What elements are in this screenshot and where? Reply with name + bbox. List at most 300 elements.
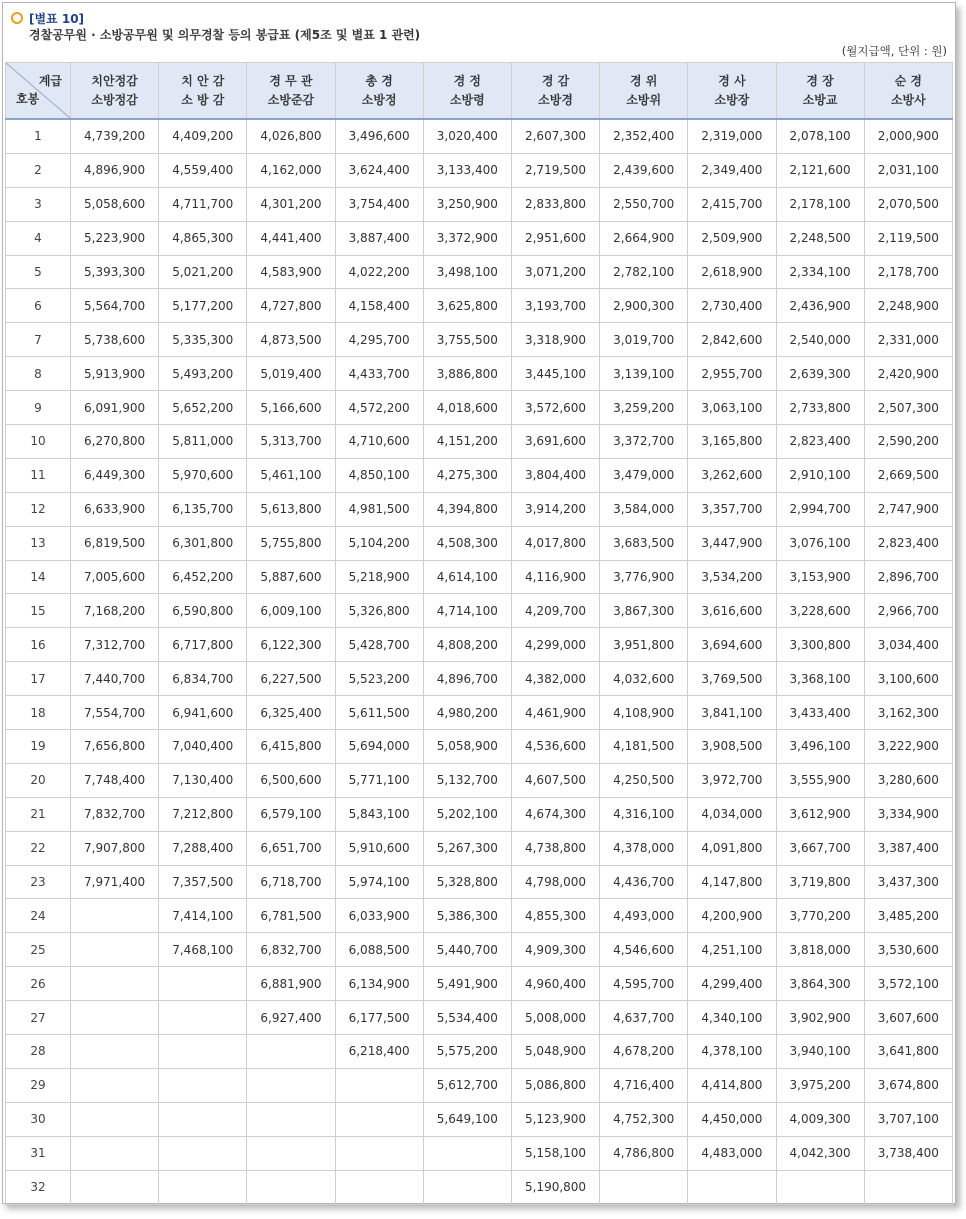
salary-cell: 2,119,500 xyxy=(864,221,952,255)
salary-cell: 4,378,100 xyxy=(688,1035,776,1069)
salary-cell: 4,674,300 xyxy=(511,797,599,831)
salary-cell: 4,595,700 xyxy=(600,967,688,1001)
salary-cell: 6,819,500 xyxy=(71,526,159,560)
salary-cell: 5,326,800 xyxy=(335,594,423,628)
police-rank-label: 경 무 관 xyxy=(269,73,313,88)
salary-cell: 6,927,400 xyxy=(247,1001,335,1035)
salary-cell: 3,250,900 xyxy=(423,187,511,221)
salary-cell: 5,328,800 xyxy=(423,865,511,899)
table-row xyxy=(6,831,953,865)
salary-cell: 5,575,200 xyxy=(423,1035,511,1069)
step-number-cell: 15 xyxy=(6,594,71,628)
salary-cell: 3,228,600 xyxy=(776,594,864,628)
police-rank-label: 경 사 xyxy=(718,73,746,88)
salary-cell: 4,151,200 xyxy=(423,425,511,459)
salary-cell: 5,887,600 xyxy=(247,560,335,594)
salary-cell: 2,900,300 xyxy=(600,289,688,323)
salary-cell: 5,058,900 xyxy=(423,730,511,764)
salary-cell: 2,248,900 xyxy=(864,289,952,323)
salary-cell: 4,896,700 xyxy=(423,662,511,696)
salary-cell: 2,420,900 xyxy=(864,357,952,391)
step-number-cell: 12 xyxy=(6,492,71,526)
salary-cell: 5,267,300 xyxy=(423,831,511,865)
step-number-cell: 9 xyxy=(6,391,71,425)
salary-cell: 4,572,200 xyxy=(335,391,423,425)
salary-cell: 2,833,800 xyxy=(511,187,599,221)
salary-cell: 2,349,400 xyxy=(688,153,776,187)
step-number-cell: 30 xyxy=(6,1102,71,1136)
salary-cell: 3,280,600 xyxy=(864,763,952,797)
salary-cell: 3,071,200 xyxy=(511,255,599,289)
salary-cell: 4,678,200 xyxy=(600,1035,688,1069)
salary-cell xyxy=(71,1170,159,1204)
salary-cell: 3,616,600 xyxy=(688,594,776,628)
table-row xyxy=(6,1102,953,1136)
salary-cell: 5,652,200 xyxy=(159,391,247,425)
salary-cell: 6,033,900 xyxy=(335,899,423,933)
salary-cell: 5,913,900 xyxy=(71,357,159,391)
salary-cell: 3,496,600 xyxy=(335,119,423,153)
rank-header-cell xyxy=(864,63,952,120)
salary-cell: 3,262,600 xyxy=(688,458,776,492)
salary-cell: 3,433,400 xyxy=(776,696,864,730)
salary-cell: 3,555,900 xyxy=(776,763,864,797)
table-row xyxy=(6,526,953,560)
salary-cell: 2,607,300 xyxy=(511,119,599,153)
salary-cell: 3,887,400 xyxy=(335,221,423,255)
salary-cell xyxy=(688,1170,776,1204)
salary-cell: 2,842,600 xyxy=(688,323,776,357)
salary-cell: 7,414,100 xyxy=(159,899,247,933)
salary-cell: 3,770,200 xyxy=(776,899,864,933)
table-row xyxy=(6,865,953,899)
fire-rank-label: 소방사 xyxy=(890,92,926,107)
police-rank-label: 순 경 xyxy=(894,73,923,88)
salary-cell: 2,550,700 xyxy=(600,187,688,221)
salary-cell: 5,649,100 xyxy=(423,1102,511,1136)
salary-cell: 5,313,700 xyxy=(247,425,335,459)
salary-cell: 3,485,200 xyxy=(864,899,952,933)
salary-cell: 2,994,700 xyxy=(776,492,864,526)
salary-cell: 4,382,000 xyxy=(511,662,599,696)
salary-cell: 3,572,100 xyxy=(864,967,952,1001)
fire-rank-label: 소방정감 xyxy=(91,92,138,107)
salary-cell: 4,301,200 xyxy=(247,187,335,221)
police-rank-label: 총 경 xyxy=(365,73,393,88)
salary-cell: 3,133,400 xyxy=(423,153,511,187)
fire-rank-label: 소방위 xyxy=(626,92,662,107)
salary-cell: 3,162,300 xyxy=(864,696,952,730)
salary-cell: 2,782,100 xyxy=(600,255,688,289)
salary-cell: 4,727,800 xyxy=(247,289,335,323)
salary-cell: 3,707,100 xyxy=(864,1102,952,1136)
salary-cell: 3,683,500 xyxy=(600,526,688,560)
salary-cell: 7,130,400 xyxy=(159,763,247,797)
salary-cell: 4,414,800 xyxy=(688,1068,776,1102)
salary-cell: 6,088,500 xyxy=(335,933,423,967)
salary-cell xyxy=(335,1170,423,1204)
salary-cell: 6,651,700 xyxy=(247,831,335,865)
salary-cell: 2,439,600 xyxy=(600,153,688,187)
salary-cell: 7,971,400 xyxy=(71,865,159,899)
salary-cell xyxy=(247,1068,335,1102)
step-number-cell: 8 xyxy=(6,357,71,391)
salary-cell: 4,181,500 xyxy=(600,730,688,764)
salary-cell xyxy=(423,1170,511,1204)
table-row xyxy=(6,967,953,1001)
salary-cell: 7,656,800 xyxy=(71,730,159,764)
salary-cell: 5,694,000 xyxy=(335,730,423,764)
salary-cell: 7,168,200 xyxy=(71,594,159,628)
salary-cell: 4,714,100 xyxy=(423,594,511,628)
salary-cell: 3,972,700 xyxy=(688,763,776,797)
salary-cell: 4,607,500 xyxy=(511,763,599,797)
table-row xyxy=(6,255,953,289)
salary-cell: 5,811,000 xyxy=(159,425,247,459)
salary-cell: 3,769,500 xyxy=(688,662,776,696)
salary-cell: 2,955,700 xyxy=(688,357,776,391)
step-number-cell: 17 xyxy=(6,662,71,696)
table-row xyxy=(6,933,953,967)
salary-cell: 6,301,800 xyxy=(159,526,247,560)
salary-cell: 2,509,900 xyxy=(688,221,776,255)
salary-cell: 2,331,000 xyxy=(864,323,952,357)
salary-cell: 5,177,200 xyxy=(159,289,247,323)
fire-rank-label: 소방경 xyxy=(538,92,573,107)
salary-cell xyxy=(71,899,159,933)
salary-cell: 4,850,100 xyxy=(335,458,423,492)
salary-cell xyxy=(776,1170,864,1204)
fire-rank-label: 소방교 xyxy=(802,92,838,107)
salary-cell: 4,450,000 xyxy=(688,1102,776,1136)
salary-cell: 5,613,800 xyxy=(247,492,335,526)
salary-cell: 6,091,900 xyxy=(71,391,159,425)
salary-cell: 4,409,200 xyxy=(159,119,247,153)
salary-cell: 6,717,800 xyxy=(159,628,247,662)
salary-cell: 3,496,100 xyxy=(776,730,864,764)
step-number-cell: 4 xyxy=(6,221,71,255)
table-row xyxy=(6,458,953,492)
salary-cell: 4,162,000 xyxy=(247,153,335,187)
corner-step-label: 호봉 xyxy=(16,92,40,106)
salary-cell: 6,718,700 xyxy=(247,865,335,899)
salary-cell: 6,579,100 xyxy=(247,797,335,831)
salary-cell: 3,019,700 xyxy=(600,323,688,357)
salary-cell: 2,896,700 xyxy=(864,560,952,594)
salary-cell: 4,250,500 xyxy=(600,763,688,797)
step-number-cell: 16 xyxy=(6,628,71,662)
salary-cell: 3,886,800 xyxy=(423,357,511,391)
salary-table xyxy=(5,62,953,1205)
salary-cell xyxy=(864,1170,952,1204)
salary-cell: 3,754,400 xyxy=(335,187,423,221)
step-number-cell: 24 xyxy=(6,899,71,933)
salary-cell: 5,202,100 xyxy=(423,797,511,831)
salary-cell: 5,564,700 xyxy=(71,289,159,323)
salary-cell: 4,017,800 xyxy=(511,526,599,560)
table-row xyxy=(6,425,953,459)
unit-note: (월지급액, 단위 : 원) xyxy=(841,44,947,58)
step-number-cell: 3 xyxy=(6,187,71,221)
table-row xyxy=(6,221,953,255)
table-row xyxy=(6,730,953,764)
police-rank-label: 치 안 감 xyxy=(181,73,225,88)
salary-cell: 6,941,600 xyxy=(159,696,247,730)
step-number-cell: 14 xyxy=(6,560,71,594)
salary-cell: 2,334,100 xyxy=(776,255,864,289)
salary-cell: 6,177,500 xyxy=(335,1001,423,1035)
salary-cell: 4,340,100 xyxy=(688,1001,776,1035)
salary-cell: 4,798,000 xyxy=(511,865,599,899)
step-number-cell: 5 xyxy=(6,255,71,289)
salary-cell: 2,248,500 xyxy=(776,221,864,255)
salary-cell: 3,334,900 xyxy=(864,797,952,831)
salary-cell: 3,612,900 xyxy=(776,797,864,831)
table-row xyxy=(6,323,953,357)
salary-cell: 4,710,600 xyxy=(335,425,423,459)
salary-cell xyxy=(71,1068,159,1102)
salary-cell: 7,832,700 xyxy=(71,797,159,831)
salary-cell: 3,641,800 xyxy=(864,1035,952,1069)
salary-cell: 3,864,300 xyxy=(776,967,864,1001)
salary-cell: 2,078,100 xyxy=(776,119,864,153)
salary-cell: 5,086,800 xyxy=(511,1068,599,1102)
salary-cell: 3,153,900 xyxy=(776,560,864,594)
salary-cell: 4,559,400 xyxy=(159,153,247,187)
table-row xyxy=(6,153,953,187)
salary-cell: 3,372,900 xyxy=(423,221,511,255)
salary-cell: 5,738,600 xyxy=(71,323,159,357)
salary-cell: 3,100,600 xyxy=(864,662,952,696)
salary-cell: 4,637,700 xyxy=(600,1001,688,1035)
salary-cell: 4,786,800 xyxy=(600,1136,688,1170)
salary-cell: 6,832,700 xyxy=(247,933,335,967)
salary-cell: 3,193,700 xyxy=(511,289,599,323)
table-row xyxy=(6,1035,953,1069)
step-number-cell: 10 xyxy=(6,425,71,459)
salary-cell: 5,019,400 xyxy=(247,357,335,391)
table-row xyxy=(6,628,953,662)
salary-cell: 4,147,800 xyxy=(688,865,776,899)
salary-cell: 6,881,900 xyxy=(247,967,335,1001)
salary-cell: 3,368,100 xyxy=(776,662,864,696)
salary-cell xyxy=(71,933,159,967)
salary-cell: 5,493,200 xyxy=(159,357,247,391)
salary-cell: 5,158,100 xyxy=(511,1136,599,1170)
salary-cell: 4,960,400 xyxy=(511,967,599,1001)
salary-cell: 5,523,200 xyxy=(335,662,423,696)
salary-cell: 3,318,900 xyxy=(511,323,599,357)
salary-cell: 6,452,200 xyxy=(159,560,247,594)
salary-cell: 4,018,600 xyxy=(423,391,511,425)
salary-cell xyxy=(159,1136,247,1170)
salary-cell: 7,312,700 xyxy=(71,628,159,662)
salary-cell: 3,076,100 xyxy=(776,526,864,560)
salary-cell: 6,834,700 xyxy=(159,662,247,696)
salary-cell: 4,493,000 xyxy=(600,899,688,933)
step-number-cell: 21 xyxy=(6,797,71,831)
salary-cell: 3,357,700 xyxy=(688,492,776,526)
table-title: 경찰공무원 · 소방공무원 및 의무경찰 등의 봉급표 (제5조 및 별표 1 관련) xyxy=(29,28,421,42)
rank-header-cell xyxy=(71,63,159,120)
salary-cell xyxy=(247,1170,335,1204)
salary-cell xyxy=(71,1136,159,1170)
salary-cell: 7,288,400 xyxy=(159,831,247,865)
salary-cell: 3,804,400 xyxy=(511,458,599,492)
salary-cell: 5,223,900 xyxy=(71,221,159,255)
salary-cell: 4,116,900 xyxy=(511,560,599,594)
salary-cell: 6,590,800 xyxy=(159,594,247,628)
salary-cell: 2,730,400 xyxy=(688,289,776,323)
salary-cell: 2,823,400 xyxy=(864,526,952,560)
salary-cell: 3,940,100 xyxy=(776,1035,864,1069)
salary-cell: 2,966,700 xyxy=(864,594,952,628)
salary-cell: 2,951,600 xyxy=(511,221,599,255)
table-row xyxy=(6,1136,953,1170)
salary-cell: 2,436,900 xyxy=(776,289,864,323)
table-row xyxy=(6,1170,953,1204)
salary-cell: 4,394,800 xyxy=(423,492,511,526)
salary-cell: 5,491,900 xyxy=(423,967,511,1001)
salary-cell: 2,823,400 xyxy=(776,425,864,459)
salary-cell: 4,808,200 xyxy=(423,628,511,662)
salary-cell: 3,674,800 xyxy=(864,1068,952,1102)
salary-cell: 6,781,500 xyxy=(247,899,335,933)
salary-cell: 5,461,100 xyxy=(247,458,335,492)
salary-cell: 7,005,600 xyxy=(71,560,159,594)
salary-cell: 5,611,500 xyxy=(335,696,423,730)
salary-cell xyxy=(247,1136,335,1170)
salary-cell: 4,299,400 xyxy=(688,967,776,1001)
salary-cell: 3,719,800 xyxy=(776,865,864,899)
rank-header-cell xyxy=(159,63,247,120)
salary-cell: 4,158,400 xyxy=(335,289,423,323)
step-number-cell: 7 xyxy=(6,323,71,357)
salary-cell: 3,625,800 xyxy=(423,289,511,323)
salary-cell: 4,865,300 xyxy=(159,221,247,255)
salary-cell: 4,032,600 xyxy=(600,662,688,696)
salary-cell: 3,584,000 xyxy=(600,492,688,526)
police-rank-label: 경 위 xyxy=(630,73,658,88)
corner-rank-label: 계급 xyxy=(38,74,62,88)
salary-cell: 3,165,800 xyxy=(688,425,776,459)
step-number-cell: 13 xyxy=(6,526,71,560)
rank-header-cell xyxy=(776,63,864,120)
salary-cell: 4,716,400 xyxy=(600,1068,688,1102)
salary-cell xyxy=(335,1068,423,1102)
salary-cell: 2,719,500 xyxy=(511,153,599,187)
salary-cell: 5,021,200 xyxy=(159,255,247,289)
step-number-cell: 19 xyxy=(6,730,71,764)
rank-header-cell xyxy=(688,63,776,120)
table-body xyxy=(6,119,953,1204)
salary-cell: 6,633,900 xyxy=(71,492,159,526)
salary-cell: 5,048,900 xyxy=(511,1035,599,1069)
salary-cell: 4,873,500 xyxy=(247,323,335,357)
step-number-cell: 26 xyxy=(6,967,71,1001)
salary-cell xyxy=(159,1001,247,1035)
salary-cell: 3,372,700 xyxy=(600,425,688,459)
salary-cell: 3,447,900 xyxy=(688,526,776,560)
salary-cell: 5,335,300 xyxy=(159,323,247,357)
salary-cell: 2,070,500 xyxy=(864,187,952,221)
salary-cell: 2,178,100 xyxy=(776,187,864,221)
salary-cell: 4,034,000 xyxy=(688,797,776,831)
fire-rank-label: 소방령 xyxy=(449,92,485,107)
salary-cell: 2,000,900 xyxy=(864,119,952,153)
salary-cell xyxy=(71,967,159,1001)
fire-rank-label: 소방준감 xyxy=(267,92,315,107)
table-row xyxy=(6,662,953,696)
salary-cell: 2,178,700 xyxy=(864,255,952,289)
salary-cell: 6,009,100 xyxy=(247,594,335,628)
salary-cell: 6,227,500 xyxy=(247,662,335,696)
salary-cell: 3,776,900 xyxy=(600,560,688,594)
rank-header-cell xyxy=(423,63,511,120)
salary-cell: 2,910,100 xyxy=(776,458,864,492)
fire-rank-label: 소방정 xyxy=(361,92,397,107)
salary-cell: 4,275,300 xyxy=(423,458,511,492)
salary-cell: 4,433,700 xyxy=(335,357,423,391)
salary-cell: 4,295,700 xyxy=(335,323,423,357)
salary-cell: 4,583,900 xyxy=(247,255,335,289)
table-row xyxy=(6,492,953,526)
salary-cell: 5,612,700 xyxy=(423,1068,511,1102)
salary-cell: 4,436,700 xyxy=(600,865,688,899)
salary-cell: 2,664,900 xyxy=(600,221,688,255)
police-rank-label: 치안정감 xyxy=(91,73,138,88)
salary-cell: 4,378,000 xyxy=(600,831,688,865)
step-number-cell: 23 xyxy=(6,865,71,899)
rank-header-cell xyxy=(511,63,599,120)
salary-cell: 4,042,300 xyxy=(776,1136,864,1170)
salary-cell: 3,034,400 xyxy=(864,628,952,662)
step-number-cell: 18 xyxy=(6,696,71,730)
salary-cell: 3,387,400 xyxy=(864,831,952,865)
salary-cell: 4,483,000 xyxy=(688,1136,776,1170)
salary-cell: 5,974,100 xyxy=(335,865,423,899)
fire-rank-label: 소 방 감 xyxy=(181,92,225,107)
header-row xyxy=(6,63,953,120)
salary-cell: 3,020,400 xyxy=(423,119,511,153)
rank-header-cell xyxy=(335,63,423,120)
table-row xyxy=(6,119,953,153)
salary-cell: 4,022,200 xyxy=(335,255,423,289)
step-number-cell: 11 xyxy=(6,458,71,492)
salary-cell: 4,441,400 xyxy=(247,221,335,255)
salary-cell: 3,691,600 xyxy=(511,425,599,459)
salary-cell: 3,694,600 xyxy=(688,628,776,662)
salary-cell: 5,058,600 xyxy=(71,187,159,221)
table-row xyxy=(6,560,953,594)
salary-cell: 3,908,500 xyxy=(688,730,776,764)
salary-cell: 7,554,700 xyxy=(71,696,159,730)
police-rank-label: 경 감 xyxy=(541,73,570,88)
table-row xyxy=(6,763,953,797)
salary-cell: 2,540,000 xyxy=(776,323,864,357)
step-number-cell: 31 xyxy=(6,1136,71,1170)
table-row xyxy=(6,1068,953,1102)
salary-cell xyxy=(71,1001,159,1035)
salary-cell: 2,639,300 xyxy=(776,357,864,391)
police-rank-label: 경 장 xyxy=(806,73,834,88)
salary-cell: 5,910,600 xyxy=(335,831,423,865)
step-number-cell: 28 xyxy=(6,1035,71,1069)
table-row xyxy=(6,696,953,730)
step-number-cell: 27 xyxy=(6,1001,71,1035)
salary-cell xyxy=(159,967,247,1001)
salary-cell: 2,415,700 xyxy=(688,187,776,221)
